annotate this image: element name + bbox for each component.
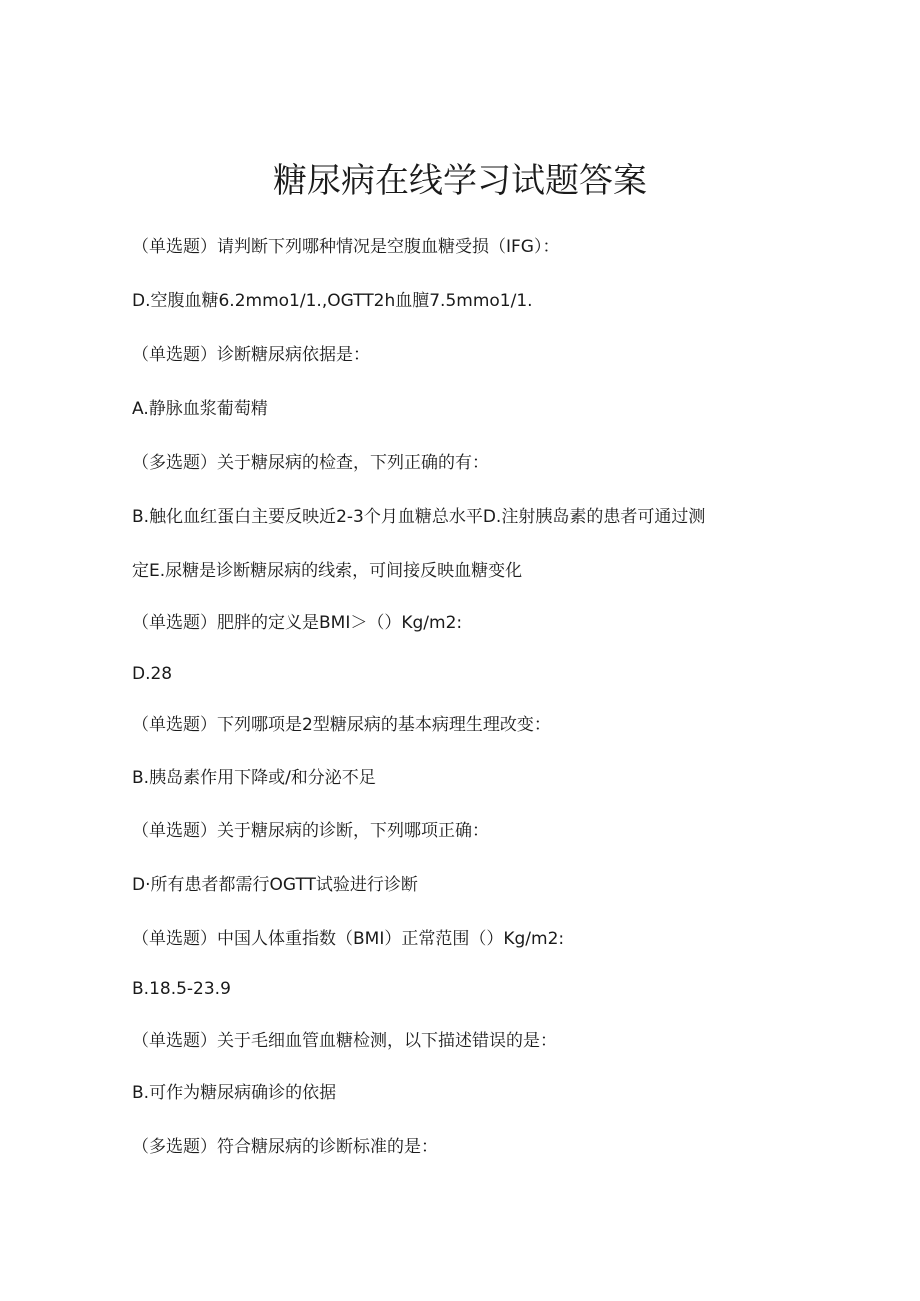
answer-text: B.触化血红蛋白主要反映近2-3个月血糖总水平D.注射胰岛素的患者可通过测 [132,507,706,527]
question-text: （单选题）诊断糖尿病依据是： [132,345,370,365]
question-text: （单选题）下列哪项是2型糖尿病的基本病理生理改变： [132,715,551,735]
question-text: （单选题）关于糖尿病的诊断，下列哪项正确： [132,821,489,841]
question-text: （单选题）中国人体重指数（BMI）正常范围（）Kg∕m2: [132,929,565,949]
question-text: （多选题）符合糖尿病的诊断标准的是： [132,1137,438,1157]
page-title: 糖尿病在线学习试题答案 [273,161,647,201]
question-text: （单选题）请判断下列哪种情况是空腹血糖受损（IFG）： [132,237,560,257]
answer-text: D·所有患者都需行OGTT试验进行诊断 [132,875,418,895]
answer-text: 定E.尿糖是诊断糖尿病的线索，可间接反映血糖变化 [132,561,523,581]
question-text: （多选题）关于糖尿病的检查，下列正确的有： [132,453,489,473]
answer-text: B.18.5-23.9 [132,979,231,999]
answer-text: B.胰岛素作用下降或/和分泌不足 [132,768,376,788]
question-text: （单选题）关于毛细血管血糖检测，以下描述错误的是： [132,1031,557,1051]
question-text: （单选题）肥胖的定义是BMI＞（）Kg∕m2: [132,613,463,633]
answer-text: A.静脉血浆葡萄精 [132,399,268,419]
answer-text: B.可作为糖尿病确诊的依据 [132,1083,337,1103]
answer-text: D.空腹血糖6.2mmo1∕1.,OGTT2h血膻7.5mmo1∕1. [132,291,533,311]
answer-text: D.28 [132,664,173,684]
